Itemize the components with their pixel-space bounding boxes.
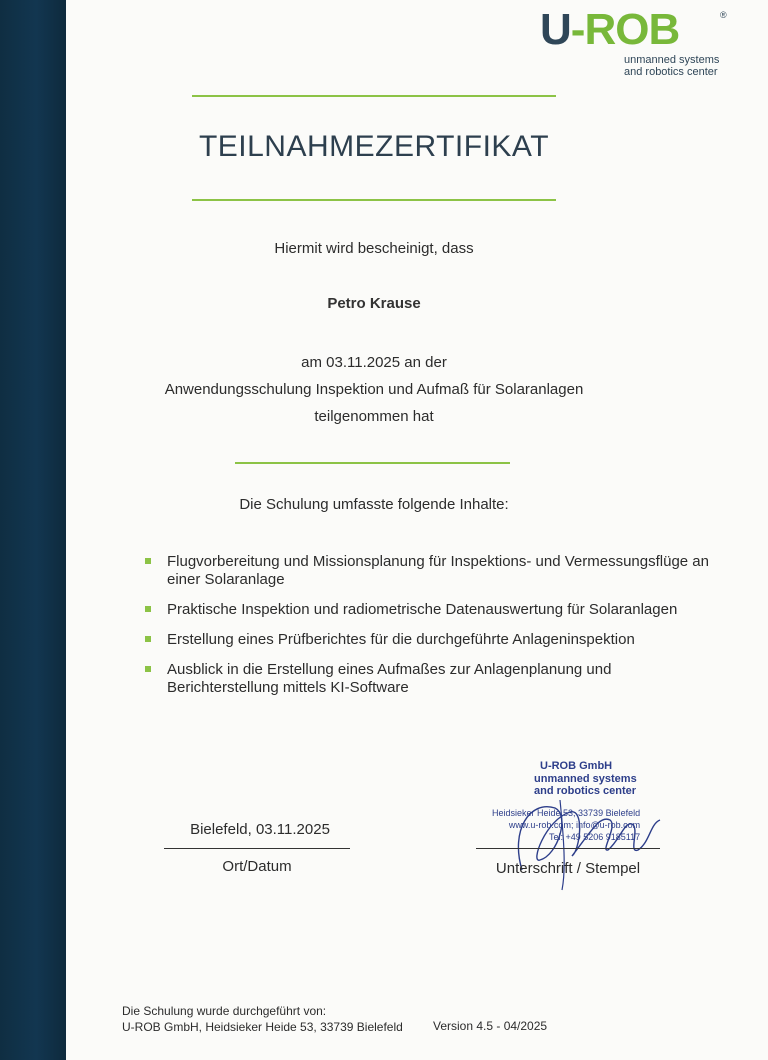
registered-mark: ® (720, 10, 727, 20)
contents-list (145, 553, 725, 709)
stamp-address: Heidsieker Heide 53, 33739 Bielefeld www.u-rob.com; info@u-rob.com Tel: +49 5206 9185117 (492, 808, 641, 842)
list-item-text: Flugvorbereitung und Missionsplanung für Inspektions- und Vermessungsflüge an einer Solaranlage (167, 553, 709, 588)
certificate-title: TEILNAHMEZERTIFIKAT (198, 130, 550, 163)
stamp-subtitle: unmanned systems and robotics center (534, 773, 637, 797)
date-line: am 03.11.2025 an der (301, 354, 447, 371)
list-item-text: Praktische Inspektion und radiometrische Datenauswertung für Solaranlagen (167, 601, 678, 618)
bullet-square-icon (145, 558, 151, 564)
list-item (145, 631, 725, 649)
contents-heading: Die Schulung umfasste folgende Inhalte: (239, 496, 509, 513)
green-rule-middle (235, 462, 510, 464)
place-date-label: Ort/Datum (222, 858, 292, 875)
bullet-square-icon (145, 606, 151, 612)
logo-wordmark (540, 5, 680, 54)
signature-label: Unterschrift / Stempel (495, 860, 641, 877)
bullet-square-icon (145, 636, 151, 642)
list-item-text: Erstellung eines Prüfberichtes für die durchgeführte Anlageninspektion (167, 631, 635, 648)
green-rule-top (192, 95, 556, 97)
logo-dash: - (570, 5, 585, 54)
logo-tagline: unmanned systems and robotics center (624, 54, 720, 78)
document-version: Version 4.5 - 04/2025 (433, 1019, 548, 1033)
intro-text: Hiermit wird bescheinigt, dass (274, 240, 474, 257)
bullet-square-icon (145, 666, 151, 672)
urob-logo (540, 5, 740, 80)
participant-name: Petro Krause (327, 295, 421, 312)
footer-conducted-by: Die Schulung wurde durchgeführt von: U-ROB GmbH, Heidsieker Heide 53, 33739 Bielefeld (122, 1004, 403, 1034)
handwritten-signature (500, 760, 670, 910)
green-rule-under-title (192, 199, 556, 201)
signature-line (476, 848, 660, 849)
logo-u: U (540, 5, 571, 54)
sidebar-stripe (0, 0, 66, 1060)
course-name: Anwendungsschulung Inspektion und Aufmaß für Solaranlagen (164, 381, 584, 398)
list-item (145, 661, 725, 697)
place-date: Bielefeld, 03.11.2025 (190, 821, 330, 838)
list-item (145, 553, 725, 589)
place-date-line (164, 848, 350, 849)
logo-rob: ROB (584, 5, 680, 54)
list-item-text: Ausblick in die Erstellung eines Aufmaßes zur Anlagenplanung und Berichterstellung mittels KI-Software (167, 661, 612, 696)
participated-text: teilgenommen hat (314, 408, 434, 425)
list-item (145, 601, 725, 619)
stamp-company: U-ROB GmbH (540, 760, 613, 772)
